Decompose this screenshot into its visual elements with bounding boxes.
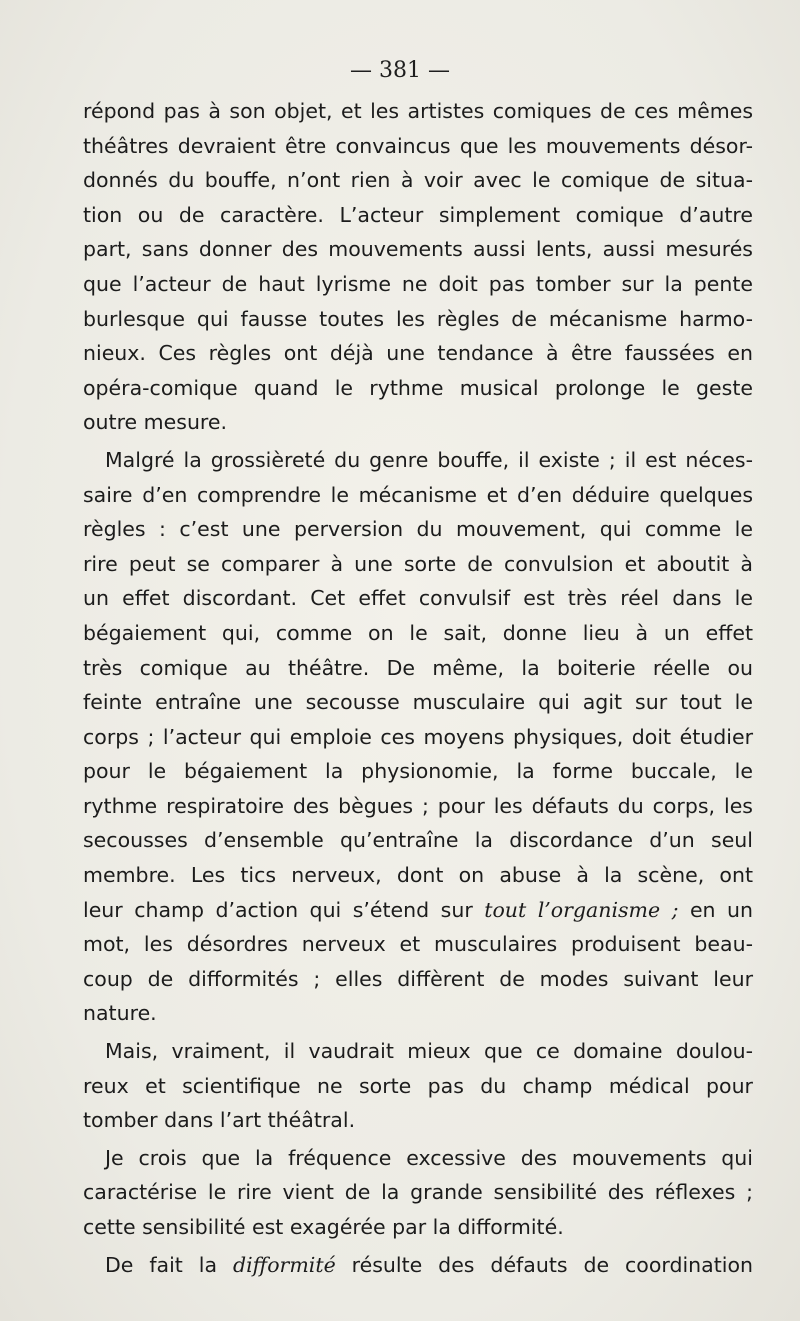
text-line: caractérise le rire vient de la grande sensibilité des réflexes ; xyxy=(83,1180,753,1205)
text-line: burlesque qui fausse toutes les règles de mécanisme harmo- xyxy=(83,306,753,331)
text-line-with-italic xyxy=(83,893,753,928)
italic-run: tout l’organisme ; xyxy=(484,897,679,922)
text-line: cette sensibilité est exagérée par la difformité. xyxy=(83,1215,564,1239)
text-line: bégaiement qui, comme on le sait, donne lieu à un effet xyxy=(83,620,753,645)
text-line: nieux. Ces règles ont déjà une tendance à être faussées en xyxy=(83,341,753,366)
text-line: rire peut se comparer à une sorte de convulsion et aboutit à xyxy=(83,551,753,576)
text-line: opéra-comique quand le rythme musical prolonge le geste xyxy=(83,375,753,400)
text-line: très comique au théâtre. De même, la boiterie réelle ou xyxy=(83,655,753,680)
text-line: feinte entraîne une secousse musculaire qui agit sur tout le xyxy=(83,690,753,715)
text-line: reux et scientifique ne sorte pas du champ médical pour xyxy=(83,1073,753,1098)
page-number: — 381 — xyxy=(350,58,450,83)
text-line: corps ; l’acteur qui emploie ces moyens physiques, doit étudier xyxy=(83,724,753,749)
italic-run: difformité xyxy=(232,1252,336,1277)
text-run: résulte des défauts de coordination xyxy=(335,1252,753,1277)
text-line: Je crois que la fréquence excessive des mouvements qui xyxy=(105,1145,753,1170)
text-line: théâtres devraient être convaincus que les mouvements désor- xyxy=(83,133,753,158)
text-line: part, sans donner des mouvements aussi lents, aussi mesurés xyxy=(83,237,753,262)
text-line: tomber dans l’art théâtral. xyxy=(83,1108,356,1133)
text-line: saire d’en comprendre le mécanisme et d’en déduire quelques xyxy=(83,482,753,507)
text-line: que l’acteur de haut lyrisme ne doit pas tomber sur la pente xyxy=(83,271,753,296)
text-run: leur champ d’action qui s’étend sur xyxy=(83,897,485,922)
text-line: secousses d’ensemble qu’entraîne la discordance d’un seul xyxy=(83,828,753,853)
text-line: Mais, vraiment, il vaudrait mieux que ce domaine doulou- xyxy=(105,1039,753,1064)
text-run: en un xyxy=(678,897,753,922)
text-line: donnés du bouffe, n’ont rien à voir avec le comique de situa- xyxy=(83,168,753,193)
text-line-with-italic xyxy=(83,1248,753,1283)
text-line: règles : c’est une perversion du mouvement, qui comme le xyxy=(83,517,753,542)
text-line: membre. Les tics nerveux, dont on abuse à la scène, ont xyxy=(83,863,753,888)
text-line: outre mesure. xyxy=(83,410,228,435)
text-line: mot, les désordres nerveux et musculaires produisent beau- xyxy=(83,932,753,957)
text-line: tion ou de caractère. L’acteur simplement comique d’autre xyxy=(83,202,753,227)
text-line: répond pas à son objet, et les artistes comiques de ces mêmes xyxy=(83,99,753,123)
text-line: nature. xyxy=(83,1001,157,1026)
text-line: un effet discordant. Cet effet convulsif est très réel dans le xyxy=(83,586,753,611)
text-line: Malgré la grossièreté du genre bouffe, il existe ; il est néces- xyxy=(105,447,753,472)
text-line: pour le bégaiement la physionomie, la forme buccale, le xyxy=(83,759,753,784)
body-text xyxy=(83,94,753,1282)
text-line: coup de difformités ; elles diffèrent de modes suivant leur xyxy=(83,966,753,991)
text-line: rythme respiratoire des bègues ; pour les défauts du corps, les xyxy=(83,793,753,818)
text-run: De fait la xyxy=(105,1252,233,1277)
